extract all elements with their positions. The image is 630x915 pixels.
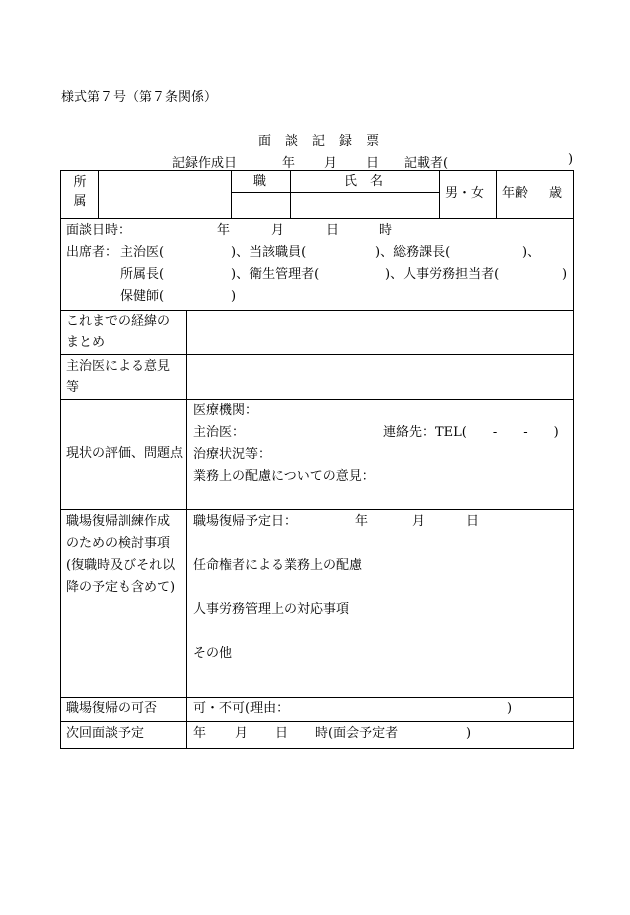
position-label: 職 [253,174,267,189]
attendee-line3-end: ) [231,289,237,304]
form-number: 様式第７号（第７条関係） [61,90,218,105]
title-char: 談 [285,134,299,149]
form-table [60,170,574,749]
next-time: 時(面会予定者 [315,726,399,741]
meeting-datetime-label: 面談日時： [66,223,132,238]
return-decision-label: 職場復帰の可否 [66,701,158,716]
record-year: 年 [282,156,296,171]
attendee-dept-head: 所属長( [120,267,165,282]
treatment-label: 治療状況等： [193,447,272,462]
return-decision-value: 可・不可(理由： [193,701,290,716]
hr-matters: 人事労務管理上の対応事項 [193,602,350,617]
age-unit: 歳 [549,186,563,201]
attendee-employee: )、当該職員( [231,245,307,260]
attendee-line1-end: )、 [522,245,541,260]
current-status-label: 現状の評価、問題点 [66,446,184,461]
name-label: 氏 名 [344,174,384,189]
return-year: 年 [355,514,369,529]
training-label-1: 職場復帰訓練作成 [66,514,171,529]
training-label-2: のための検討事項 [66,536,171,551]
attendee-doctor: 主治医( [120,245,165,260]
form-title [258,130,393,149]
next-day: 日 [275,726,289,741]
record-line [172,152,582,171]
appointer-consideration: 任命権者による業務上の配慮 [193,558,363,573]
training-label-4: 降の予定も含めて) [66,580,176,595]
meeting-year: 年 [217,223,231,238]
next-year: 年 [193,726,207,741]
history-label-2: まとめ [66,335,106,350]
next-month: 月 [235,726,249,741]
consideration-label: 業務上の配慮についての意見： [193,469,375,484]
doctor-label: 主治医： [193,425,246,440]
gender-options: 男・女 [445,186,485,201]
attendees-label: 出席者： [66,245,119,260]
age-label: 年齢 [502,186,529,201]
attendee-line2-end: ) [562,267,568,282]
recorder-label: 記載者( [404,156,449,171]
contact-tel: 連絡先：TEL( - - ) [383,425,559,440]
record-date-label: 記録作成日 [172,156,238,171]
training-label-3: (復職時及びそれ以 [66,558,176,573]
meeting-day: 日 [326,223,340,238]
record-month: 月 [324,156,338,171]
affiliation-label: 所属 [73,175,87,209]
record-day: 日 [366,156,380,171]
attendee-gm: )、総務課長( [375,245,451,260]
title-char: 面 [258,134,272,149]
return-month: 月 [412,514,426,529]
recorder-close: ) [568,152,574,167]
title-char: 録 [339,134,353,149]
next-meeting-label: 次回面談予定 [66,726,145,741]
title-char: 票 [366,134,380,149]
attendee-hr: )、人事労務担当者( [385,267,500,282]
meeting-month: 月 [271,223,285,238]
meeting-hour: 時 [379,223,393,238]
attendee-health-manager: )、衛生管理者( [231,267,320,282]
doctor-opinion-label-2: 等 [66,380,80,395]
institution-label: 医療機関： [193,403,259,418]
next-close: ) [466,726,472,741]
title-char: 記 [312,134,326,149]
doctor-opinion-label: 主治医による意見 [66,359,171,374]
history-label: これまでの経緯の [66,314,171,329]
return-decision-close: ) [507,701,513,716]
other-matters: その他 [193,646,233,661]
return-day: 日 [466,514,480,529]
return-date-label: 職場復帰予定日： [193,514,298,529]
attendee-nurse: 保健師( [120,289,165,304]
